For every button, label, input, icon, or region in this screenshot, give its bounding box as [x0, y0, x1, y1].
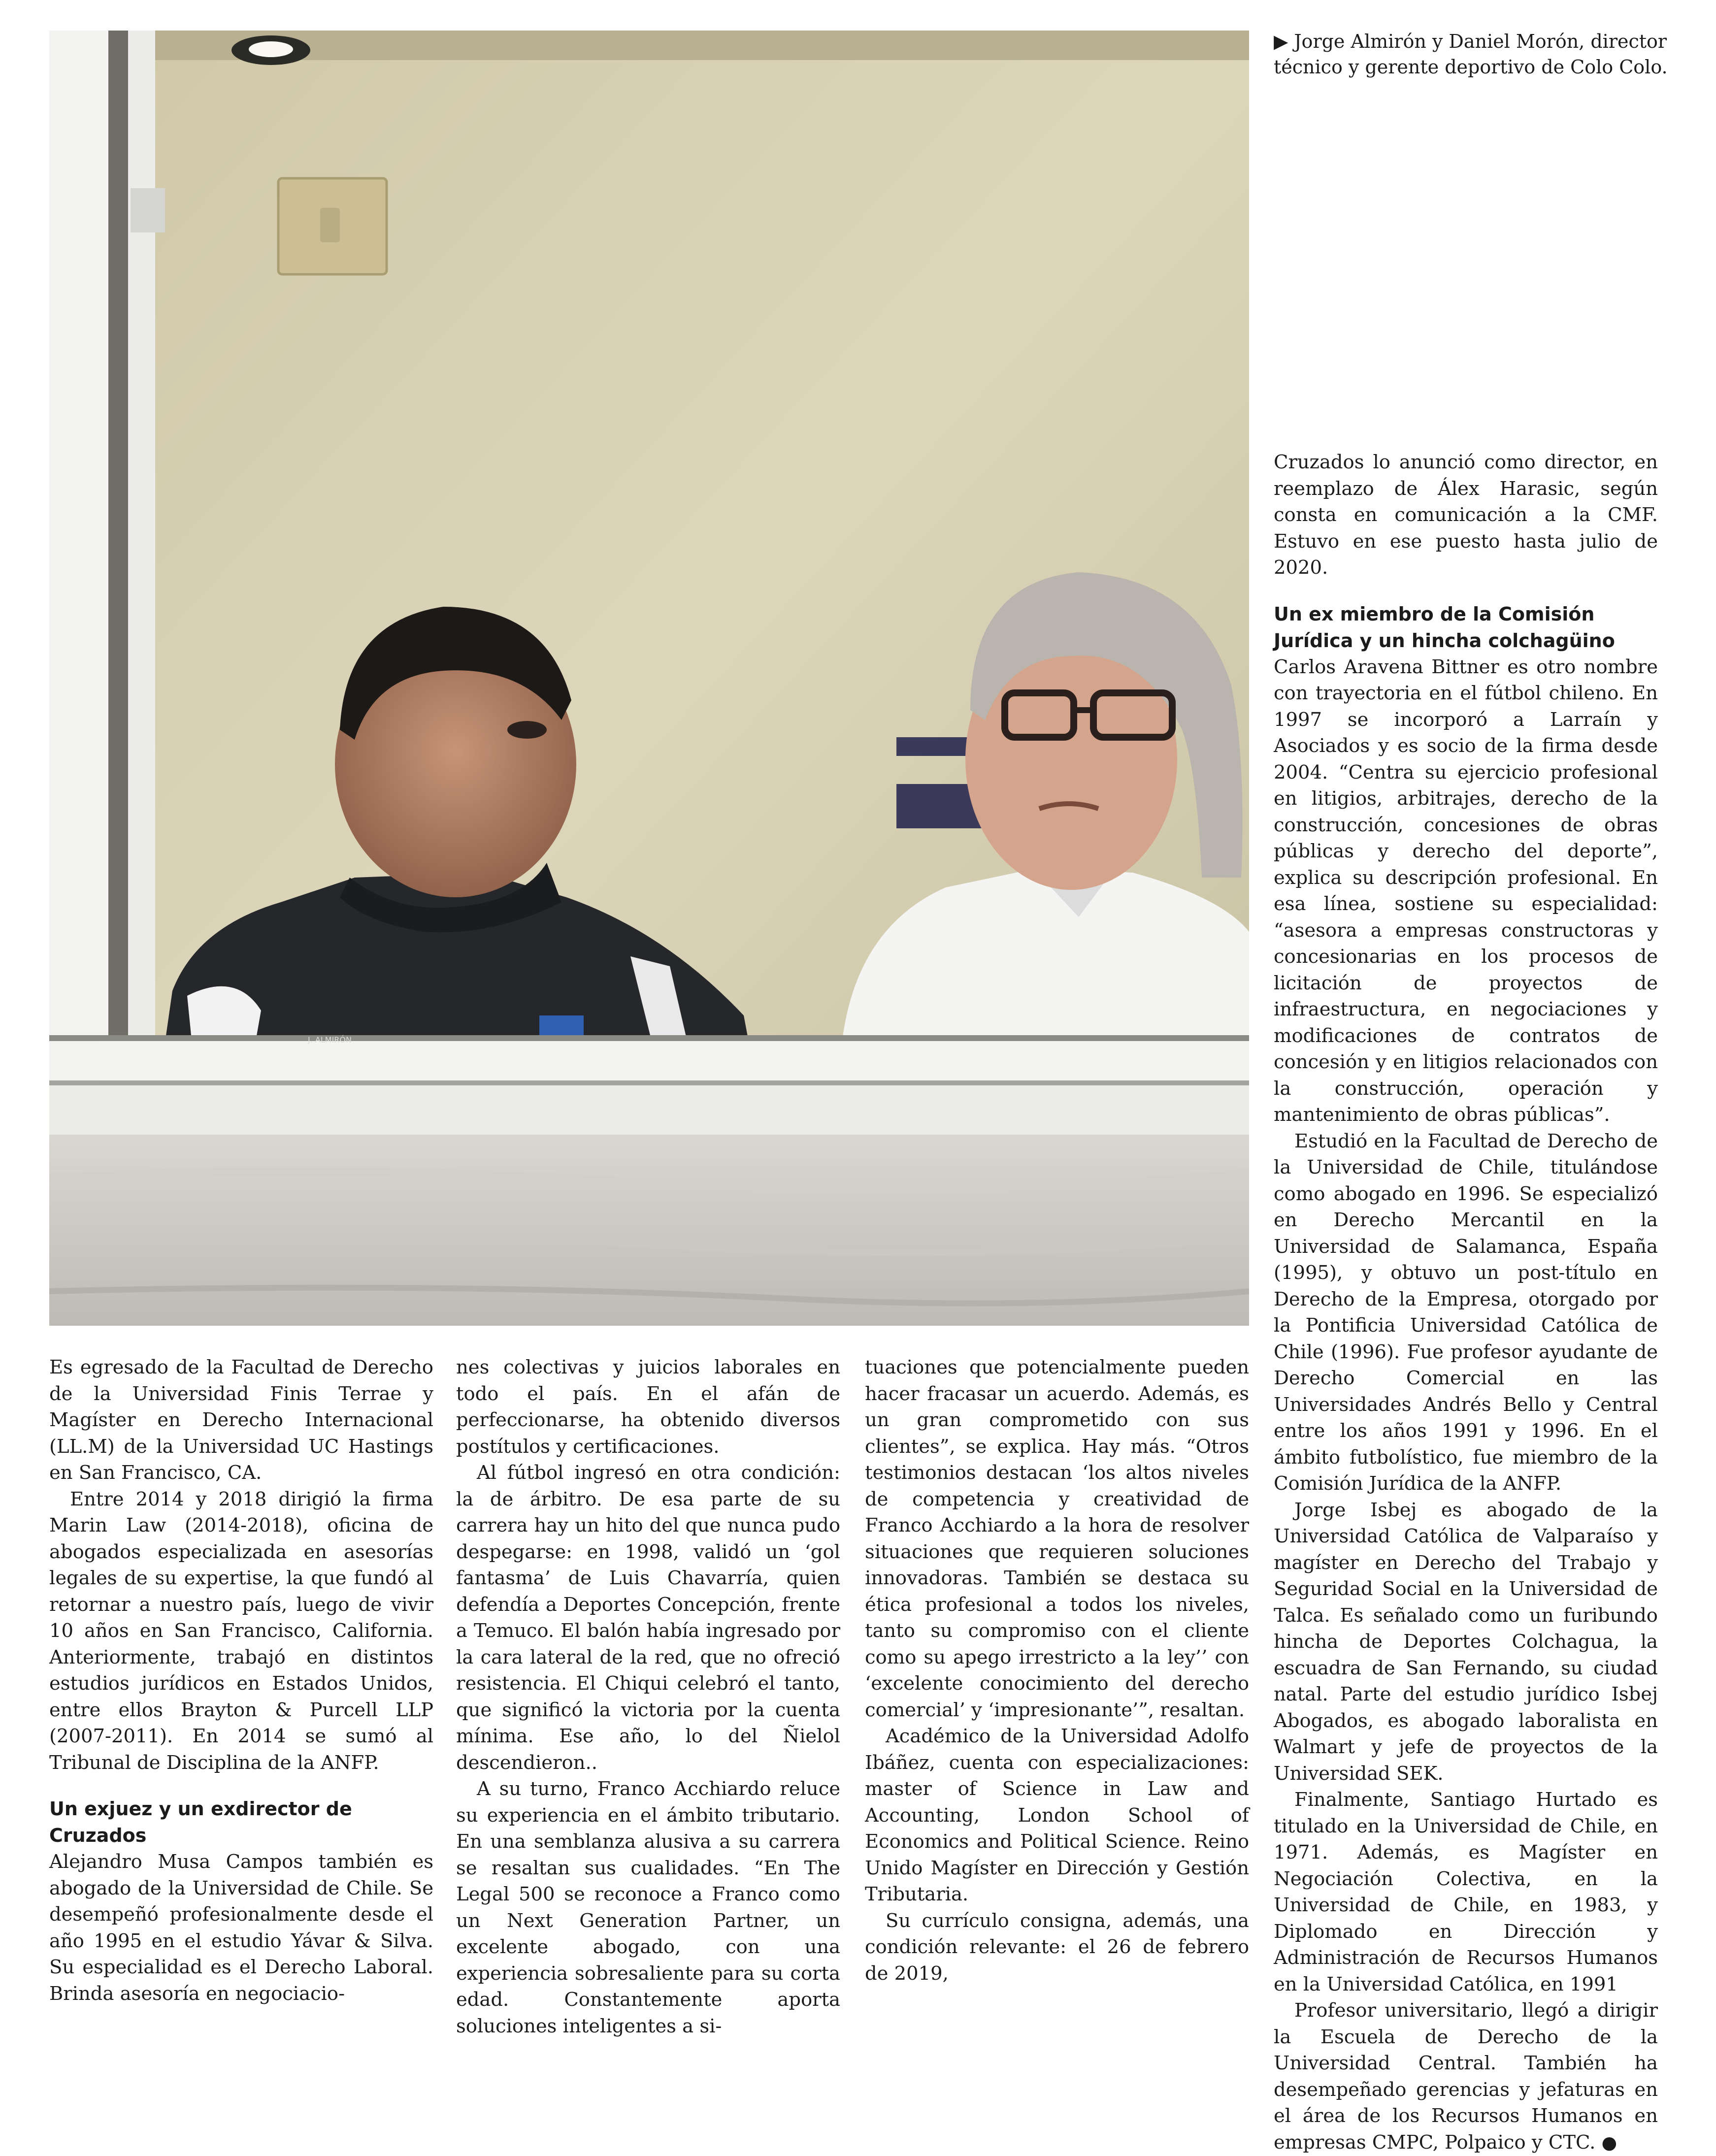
photo-illustration [49, 31, 1249, 1326]
paragraph: tuaciones que potencialmente pueden hacer fracasar un acuerdo. Además, es un gran comprometido con sus clientes”, se explica. Hay más. “Otros testimonios destacan ‘los altos niveles de competencia y creatividad de Franco Acchiardo a la hora de resolver situaciones que requieren soluciones innovadoras. También se destaca su ética profesional a todos los niveles, tanto su compromiso con el cliente como su apego irrestricto a la ley’’ con ‘excelente conocimiento del derecho comercial’ y ‘impresionante’”, resaltan. [865, 1356, 1249, 1721]
paragraph: Jorge Isbej es abogado de la Universidad Católica de Valparaíso y magíster en Derecho del Trabajo y Seguridad Social en la Universidad de Talca. Es señalado como un furibundo hincha de Deportes Colchagua, la escuadra de San Fernando, su ciudad natal. Parte del estudio jurídico Isbej Abogados, es abogado laboralista en Walmart y jefe de proyectos de la Universidad SEK. [1274, 1499, 1658, 1785]
paragraph: Estudió en la Facultad de Derecho de la Universidad de Chile, titulándose como abogado en 1996. Se especializó en Derecho Mercantil en la Universidad de Salamanca, España (1995), y obtuvo un post-título en Derecho de la Empresa, otorgado por la Pontificia Universidad Católica de Chile (1996). Fue profesor ayudante de Derecho Comercial en las Universidades Andrés Bello y Central entre los años 1991 y 1996. En el ámbito futbolístico, fue miembro de la Comisión Jurídica de la ANFP. [1274, 1130, 1658, 1495]
section-heading: Un exjuez y un exdirector de Cruzados [49, 1798, 352, 1846]
photo-caption [1274, 29, 1668, 80]
paragraph: Al fútbol ingresó en otra condición: la de árbitro. De esa parte de su carrera hay un hito del que nunca pudo despegarse: en 1998, validó un ‘gol fantasma’ de Luis Chavarría, quien defendía a Deportes Concepción, frente a Temuco. El balón había ingresado por la cara lateral de la red, que no ofreció resistencia. El Chiqui celebró el tanto, que significó la victoria por la cuenta mínima. Ese año, lo del Ñielol descendieron.. [456, 1462, 840, 1774]
end-of-article-icon: ● [1601, 2132, 1617, 2153]
article-column-2 [456, 1354, 840, 2039]
caption-text: Jorge Almirón y Daniel Morón, director técnico y gerente deportivo de Colo Colo. [1274, 31, 1668, 78]
article-column-1 [49, 1354, 433, 2007]
article-column-3 [865, 1354, 1249, 1987]
news-photo [49, 31, 1249, 1326]
paragraph [1274, 1997, 1658, 2156]
paragraph: Entre 2014 y 2018 dirigió la firma Marin Law (2014-2018), oficina de abogados especializada en asesorías legales de su expertise, la que fundó al retornar a nuestro país, luego de vivir 10 años en San Francisco, California. Anteriormente, trabajó en distintos estudios jurídicos en Estados Unidos, entre ellos Brayton & Purcell LLP (2007-2011). En 2014 se sumó al Tribunal de Disciplina de la ANFP. [49, 1488, 433, 1774]
paragraph: Su currículo consigna, además, una condición relevante: el 26 de febrero de 2019, [865, 1909, 1249, 1985]
jacket-label: J. ALMIRÓN [308, 1035, 352, 1045]
paragraph: nes colectivas y juicios laborales en todo el país. En el afán de perfeccionarse, ha obtenido diversos postítulos y certificaciones. [456, 1356, 840, 1458]
paragraph: Es egresado de la Facultad de Derecho de la Universidad Finis Terrae y Magíster en Derecho Internacional (LL.M) de la Universidad UC Hastings en San Francisco, CA. [49, 1356, 433, 1484]
paragraph: Finalmente, Santiago Hurtado es titulado en la Universidad de Chile, en 1971. Además, es Magíster en Negociación Colectiva, en la Universidad de Chile, en 1983, y Diplomado en Dirección y Administración de Recursos Humanos en la Universidad Católica, en 1991 [1274, 1789, 1658, 1995]
paragraph-text: Profesor universitario, llegó a dirigir la Escuela de Derecho de la Universidad Central. También ha desempeñado gerencias y jefaturas en el área de los Recursos Humanos en empresas CMPC, Polpaico y CTC. [1274, 1999, 1658, 2154]
paragraph: Cruzados lo anunció como director, en reemplazo de Álex Harasic, según consta en comunicación a la CMF. Estuvo en ese puesto hasta julio de 2020. [1274, 451, 1658, 579]
caption-arrow-icon: ▶ [1274, 31, 1288, 52]
paragraph: Alejandro Musa Campos también es abogado de la Universidad de Chile. Se desempeñó profesionalmente desde el año 1995 en el estudio Yávar & Silva. Su especialidad es el Derecho Laboral. Brinda asesoría en negociacio- [49, 1851, 433, 2005]
paragraph: A su turno, Franco Acchiardo reluce su experiencia en el ámbito tributario. En una semblanza alusiva a su carrera se resaltan sus cualidades. “En The Legal 500 se reconoce a Franco como un Next Generation Partner, un excelente abogado, con una experiencia sobresaliente para su corta edad. Constantemente aporta soluciones inteligentes a si- [456, 1778, 840, 2037]
section-heading: Un ex miembro de la Comisión Jurídica y un hincha colchagüino [1274, 603, 1615, 652]
article-column-4 [1274, 449, 1658, 2156]
paragraph: Académico de la Universidad Adolfo Ibáñez, cuenta con especializaciones: master of Science in Law and Accounting, London School of Economics and Political Science. Reino Unido Magíster en Dirección y Gestión Tributaria. [865, 1725, 1249, 1905]
paragraph: Carlos Aravena Bittner es otro nombre con trayectoria en el fútbol chileno. En 1997 se incorporó a Larraín y Asociados y es socio de la firma desde 2004. “Centra su ejercicio profesional en litigios, arbitrajes, derecho de la construcción, concesiones de obras públicas y derecho del deporte”, explica su descripción profesional. En esa línea, sostiene su especialidad: “asesora a empresas constructoras y concesionarias en los procesos de licitación de proyectos de infraestructura, en negociaciones y modificaciones de contratos de concesión y en litigios relacionados con la construcción, operación y mantenimiento de obras públicas”. [1274, 655, 1658, 1126]
